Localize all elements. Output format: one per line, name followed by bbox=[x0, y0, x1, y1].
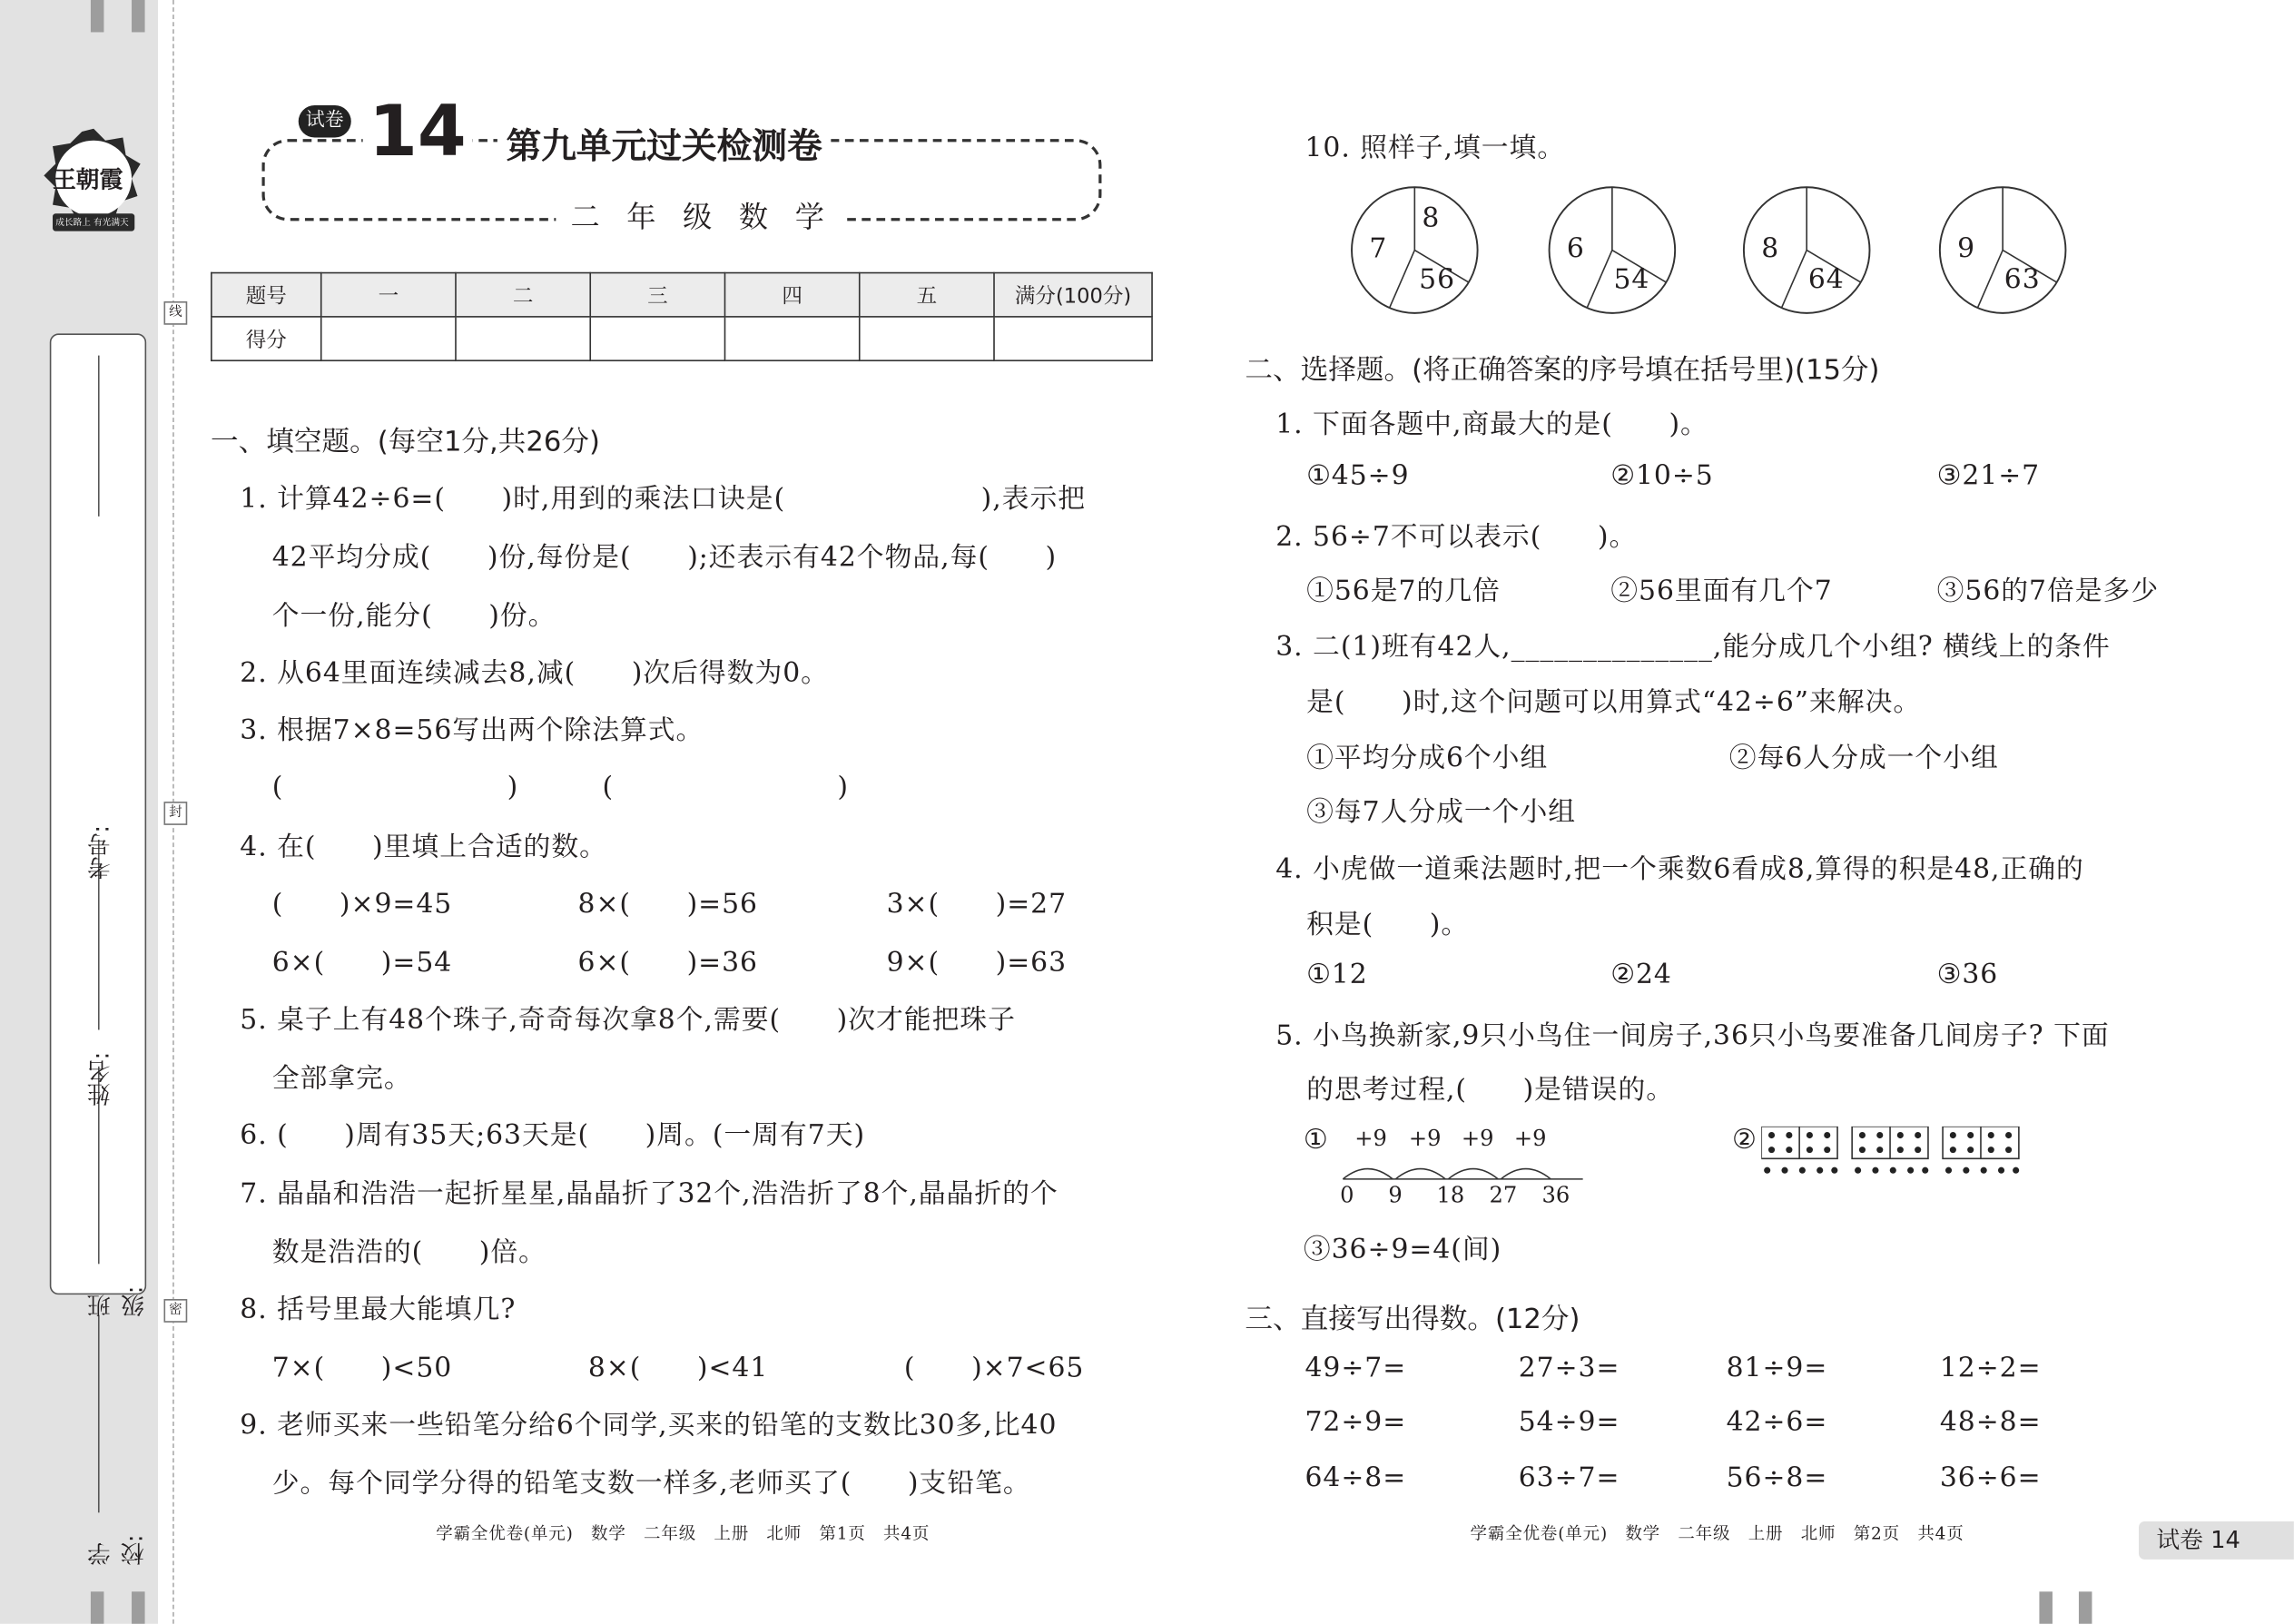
choice-option-label: ② bbox=[1732, 1125, 1757, 1156]
class-label: 班级: bbox=[86, 1285, 148, 1317]
question-line: ( ) ( ) bbox=[271, 772, 849, 803]
question-line: 数是浩浩的( )倍。 bbox=[271, 1237, 546, 1269]
q4-item: 3×( )=27 bbox=[886, 889, 1068, 920]
question-line: 9. 老师买来一些铅笔分给6个同学,买来的铅笔的支数比30多,比40 bbox=[240, 1410, 1058, 1442]
score-cell[interactable] bbox=[590, 317, 724, 360]
school-label: 学校: bbox=[86, 1534, 148, 1566]
q8-item: 7×( )<50 bbox=[271, 1353, 453, 1384]
q8-item: ( )×7<65 bbox=[903, 1353, 1085, 1384]
question-line: 2. 从64里面连续减去8,减( )次后得数为0。 bbox=[240, 658, 829, 690]
question-line: 个一份,能分( )份。 bbox=[271, 601, 556, 633]
logo-slogan: 成长路上 有光满天 bbox=[55, 218, 129, 229]
circle-left-number: 7 bbox=[1369, 233, 1388, 265]
choice-option: ②24 bbox=[1610, 960, 1672, 990]
exam-number-field[interactable] bbox=[98, 356, 100, 517]
exam-number-label: 考号: bbox=[86, 824, 114, 881]
choice-option: ③56的7倍是多少 bbox=[1936, 576, 2160, 607]
test-badge: 试卷 bbox=[299, 105, 351, 137]
choice-question: 4. 小虎做一道乘法题时,把一个乘数6看成8,算得的积是48,正确的 bbox=[1275, 854, 2084, 885]
punch-hole bbox=[2079, 1591, 2092, 1623]
calc-item: 56÷8= bbox=[1726, 1462, 1828, 1494]
brand-logo bbox=[41, 126, 146, 243]
school-field[interactable] bbox=[98, 1315, 100, 1513]
choice-question: 是( )时,这个问题可以用算式“42÷6”来解决。 bbox=[1306, 687, 1922, 719]
choice-question: 5. 小鸟换新家,9只小鸟住一间房子,36只小鸟要准备几间房子? 下面 bbox=[1275, 1020, 2110, 1052]
choice-option-label: ① bbox=[1303, 1125, 1329, 1156]
choice-question: 积是( )。 bbox=[1306, 910, 1470, 941]
q10-heading: 10. 照样子,填一填。 bbox=[1305, 133, 1566, 164]
q4-item: 8×( )=56 bbox=[577, 889, 759, 920]
footer-right: 学霸全优卷(单元) 数学 二年级 上册 北师 第2页 共4页 bbox=[1470, 1522, 1964, 1544]
number-circle bbox=[1741, 184, 1870, 313]
tick-label: 18 bbox=[1436, 1182, 1465, 1209]
jump-label: +9 bbox=[1354, 1125, 1387, 1152]
score-table-cell: 一 bbox=[321, 273, 456, 317]
question-line: 少。每个同学分得的铅笔支数一样多,老师买了( )支铅笔。 bbox=[271, 1468, 1031, 1500]
calc-item: 12÷2= bbox=[1939, 1353, 2042, 1384]
q4-item: 6×( )=54 bbox=[271, 948, 453, 979]
choice-option: ③21÷7 bbox=[1936, 460, 2041, 492]
q8-item: 8×( )<41 bbox=[587, 1353, 769, 1384]
circle-bottom-number: 54 bbox=[1613, 264, 1650, 296]
circle-bottom-number: 64 bbox=[1807, 264, 1845, 296]
score-table-cell: 满分(100分) bbox=[994, 273, 1152, 317]
question-line: 全部拿完。 bbox=[271, 1063, 412, 1095]
question-line: 1. 计算42÷6=( )时,用到的乘法口诀是( ),表示把 bbox=[240, 484, 1087, 516]
question-line: 5. 桌子上有48个珠子,奇奇每次拿8个,需要( )次才能把珠子 bbox=[240, 1005, 1016, 1036]
circle-bottom-number: 63 bbox=[2004, 264, 2041, 296]
calc-item: 48÷8= bbox=[1939, 1407, 2042, 1439]
question-line: 8. 括号里最大能填几? bbox=[240, 1294, 517, 1326]
logo-text: 王朝霞 bbox=[53, 165, 123, 193]
circle-left-number: 6 bbox=[1566, 233, 1585, 265]
score-table-cell: 得分 bbox=[212, 317, 321, 360]
question-line: 7. 晶晶和浩浩一起折星星,晶晶折了32个,浩浩折了8个,晶晶折的个 bbox=[240, 1178, 1058, 1210]
jump-label: +9 bbox=[1513, 1125, 1547, 1152]
score-table-cell: 二 bbox=[456, 273, 590, 317]
section-heading-choice: 二、选择题。(将正确答案的序号填在括号里)(15分) bbox=[1245, 353, 1880, 387]
score-cell[interactable] bbox=[994, 317, 1152, 360]
choice-option: ③每7人分成一个小组 bbox=[1306, 797, 1577, 829]
choice-option: ②56里面有几个7 bbox=[1610, 576, 1833, 607]
cut-mark-line: 线 bbox=[163, 301, 187, 325]
jump-label: +9 bbox=[1408, 1125, 1442, 1152]
calc-item: 42÷6= bbox=[1726, 1407, 1828, 1439]
choice-option: ③36÷9=4(间) bbox=[1303, 1235, 1502, 1265]
punch-hole bbox=[132, 0, 145, 32]
choice-option: ②每6人分成一个小组 bbox=[1728, 743, 1999, 774]
dice-groups-diagram bbox=[1761, 1127, 2024, 1179]
binding-gutter bbox=[0, 0, 158, 1624]
cut-mark-secret: 密 bbox=[163, 1299, 187, 1323]
choice-option: ①12 bbox=[1306, 960, 1368, 990]
cut-mark-seal: 封 bbox=[163, 802, 187, 825]
calc-item: 72÷9= bbox=[1305, 1407, 1407, 1439]
question-line: 42平均分成( )份,每份是( );还表示有42个物品,每( ) bbox=[271, 542, 1058, 574]
question-line: 3. 根据7×8=56写出两个除法算式。 bbox=[240, 715, 704, 746]
score-table-cell: 四 bbox=[724, 273, 859, 317]
page-title: 第九单元过关检测卷 bbox=[497, 117, 831, 168]
choice-option: ①56是7的几倍 bbox=[1306, 576, 1501, 607]
score-cell[interactable] bbox=[321, 317, 456, 360]
score-cell[interactable] bbox=[456, 317, 590, 360]
q4-item: ( )×9=45 bbox=[271, 889, 453, 920]
tick-label: 0 bbox=[1340, 1182, 1354, 1209]
student-info-box bbox=[50, 333, 148, 1566]
calc-item: 81÷9= bbox=[1726, 1353, 1828, 1384]
score-table-cell: 五 bbox=[860, 273, 994, 317]
choice-option: ①平均分成6个小组 bbox=[1306, 743, 1549, 774]
score-table-cell: 题号 bbox=[212, 273, 321, 317]
calc-item: 36÷6= bbox=[1939, 1462, 2042, 1494]
section-heading-mental-math: 三、直接写出得数。(12分) bbox=[1245, 1303, 1580, 1336]
circle-left-number: 8 bbox=[1761, 233, 1780, 265]
question-line: 6. ( )周有35天;63天是( )周。(一周有7天) bbox=[240, 1120, 866, 1152]
choice-question: 2. 56÷7不可以表示( )。 bbox=[1275, 522, 1638, 554]
calc-item: 49÷7= bbox=[1305, 1353, 1407, 1384]
score-table-cell: 三 bbox=[590, 273, 724, 317]
q4-item: 9×( )=63 bbox=[886, 948, 1068, 979]
score-table bbox=[211, 272, 1153, 361]
choice-question: 的思考过程,( )是错误的。 bbox=[1306, 1075, 1675, 1107]
test-number: 14 bbox=[363, 88, 473, 176]
tick-label: 27 bbox=[1489, 1182, 1518, 1209]
choice-question: 1. 下面各题中,商最大的是( )。 bbox=[1275, 409, 1708, 441]
choice-question: 3. 二(1)班有42人,______________,能分成几个小组? 横线上的条件 bbox=[1275, 632, 2111, 664]
circle-top-number: 8 bbox=[1422, 202, 1441, 234]
calc-item: 54÷9= bbox=[1518, 1407, 1620, 1439]
section-heading-fill-in: 一、填空题。(每空1分,共26分) bbox=[211, 425, 600, 458]
calc-item: 27÷3= bbox=[1518, 1353, 1620, 1384]
punch-hole bbox=[91, 1591, 104, 1623]
jump-label: +9 bbox=[1461, 1125, 1494, 1152]
punch-hole bbox=[132, 1591, 145, 1623]
calc-item: 63÷7= bbox=[1518, 1462, 1620, 1494]
number-circle bbox=[1546, 184, 1675, 313]
q4-item: 6×( )=36 bbox=[577, 948, 759, 979]
number-line-diagram bbox=[1340, 1124, 1589, 1212]
tick-label: 36 bbox=[1541, 1182, 1570, 1209]
page-subtitle: 二 年 级 数 学 bbox=[556, 193, 847, 236]
circle-left-number: 9 bbox=[1957, 233, 1976, 265]
footer-left: 学霸全优卷(单元) 数学 二年级 上册 北师 第1页 共4页 bbox=[436, 1522, 930, 1544]
choice-option: ③36 bbox=[1936, 960, 1999, 990]
score-cell[interactable] bbox=[860, 317, 994, 360]
number-circle bbox=[1937, 184, 2066, 313]
name-label: 姓名: bbox=[86, 1051, 114, 1107]
punch-hole bbox=[2039, 1591, 2053, 1623]
number-circle bbox=[1349, 184, 1478, 313]
score-cell[interactable] bbox=[724, 317, 859, 360]
circle-bottom-number: 56 bbox=[1419, 264, 1456, 296]
score-table-score-row bbox=[212, 317, 1152, 360]
choice-option: ①45÷9 bbox=[1306, 460, 1410, 492]
page-tab: 试卷 14 bbox=[2139, 1521, 2294, 1560]
tick-label: 9 bbox=[1388, 1182, 1403, 1209]
question-line: 4. 在( )里填上合适的数。 bbox=[240, 832, 607, 863]
calc-item: 64÷8= bbox=[1305, 1462, 1407, 1494]
score-table-header-row bbox=[212, 273, 1152, 317]
punch-hole bbox=[91, 0, 104, 32]
choice-option: ②10÷5 bbox=[1610, 460, 1714, 492]
